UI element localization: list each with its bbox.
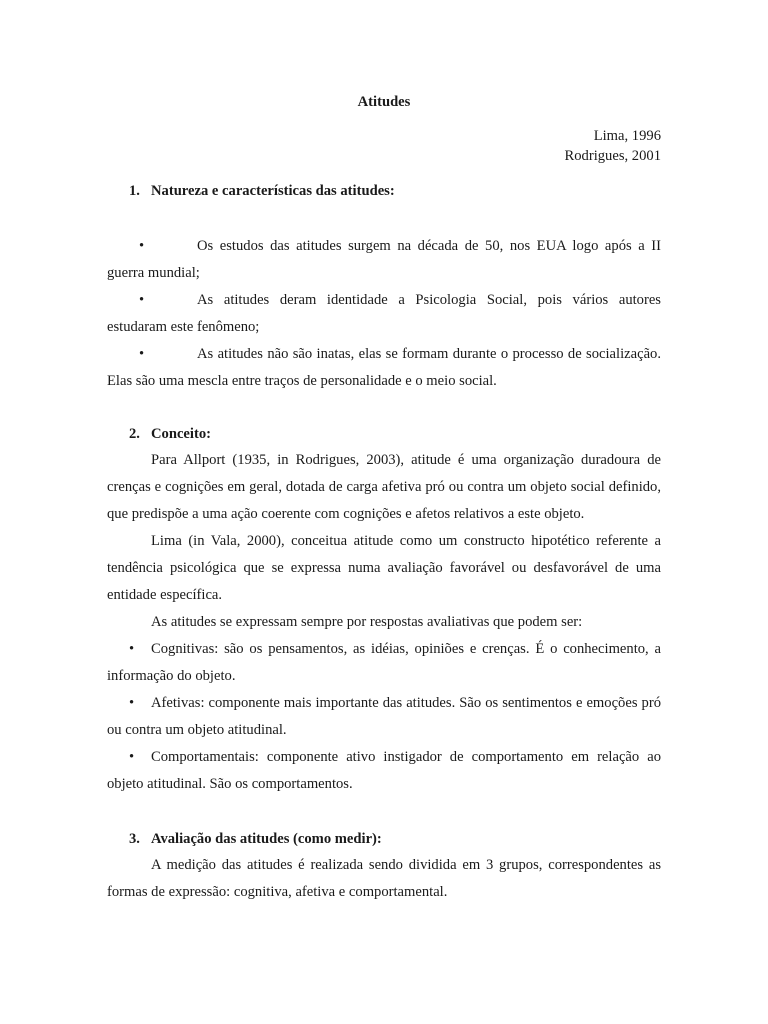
section-3 <box>107 829 661 849</box>
reference-1: Lima, 1996 <box>593 128 661 144</box>
bullet-icon: • <box>139 238 145 254</box>
list-item-text: Os estudos das atitudes surgem na década de 50, nos EUA logo após a II guerra mundial; <box>107 238 661 281</box>
section-1-number: 1. <box>129 183 140 199</box>
list-item <box>107 287 661 341</box>
list-item <box>107 744 661 798</box>
bullet-icon: • <box>139 346 145 362</box>
section-2-number: 2. <box>129 426 140 442</box>
references <box>565 126 661 166</box>
section-2-title: Conceito: <box>151 426 211 442</box>
paragraph: As atitudes se expressam sempre por respostas avaliativas que podem ser: <box>151 614 583 630</box>
list-item-text: Comportamentais: componente ativo instigador de comportamento em relação ao objeto atitudinal. São os comportamentos. <box>107 749 661 792</box>
section-2 <box>107 424 661 444</box>
section-2-heading <box>107 424 661 444</box>
section-3-body <box>107 852 661 906</box>
section-1-title: Natureza e características das atitudes: <box>151 183 395 199</box>
reference-2: Rodrigues, 2001 <box>564 148 661 164</box>
section-1 <box>107 181 661 201</box>
list-item-text: Afetivas: componente mais importante das atitudes. São os sentimentos e emoções pró ou contra um objeto atitudinal. <box>107 695 661 738</box>
paragraph: A medição das atitudes é realizada sendo dividida em 3 grupos, correspondentes as formas de expressão: cognitiva, afetiva e comportamental. <box>107 857 661 900</box>
section-1-bullets <box>107 233 661 395</box>
bullet-icon: • <box>139 292 145 308</box>
list-item-text: As atitudes deram identidade a Psicologia Social, pois vários autores estudaram este fenômeno; <box>107 292 661 335</box>
list-item-text: Cognitivas: são os pensamentos, as idéias, opiniões e crenças. É o conhecimento, a informação do objeto. <box>107 641 661 684</box>
document-title: Atitudes <box>357 94 411 110</box>
section-2-body <box>107 447 661 798</box>
list-item <box>107 690 661 744</box>
list-item <box>107 233 661 287</box>
section-1-heading <box>107 181 661 201</box>
paragraph: Lima (in Vala, 2000), conceitua atitude como um constructo hipotético referente a tendência psicológica que se expressa numa avaliação favorável ou desfavorável de uma entidade específica. <box>107 533 661 603</box>
list-item <box>107 636 661 690</box>
bullet-icon: • <box>129 641 135 657</box>
paragraph: Para Allport (1935, in Rodrigues, 2003), atitude é uma organização duradoura de crenças e cognições em geral, dotada de carga afetiva pró ou contra um objeto social definido, que predispõe a uma ação coerente com cognições e afetos relativos a este objeto. <box>107 452 661 522</box>
section-3-number: 3. <box>129 831 140 847</box>
list-item-text: As atitudes não são inatas, elas se formam durante o processo de socialização. Elas são uma mescla entre traços de personalidade e o meio social. <box>107 346 661 389</box>
section-3-title: Avaliação das atitudes (como medir): <box>151 831 382 847</box>
bullet-icon: • <box>129 695 135 711</box>
list-item <box>107 341 661 395</box>
section-3-heading <box>107 829 661 849</box>
bullet-icon: • <box>129 749 135 765</box>
